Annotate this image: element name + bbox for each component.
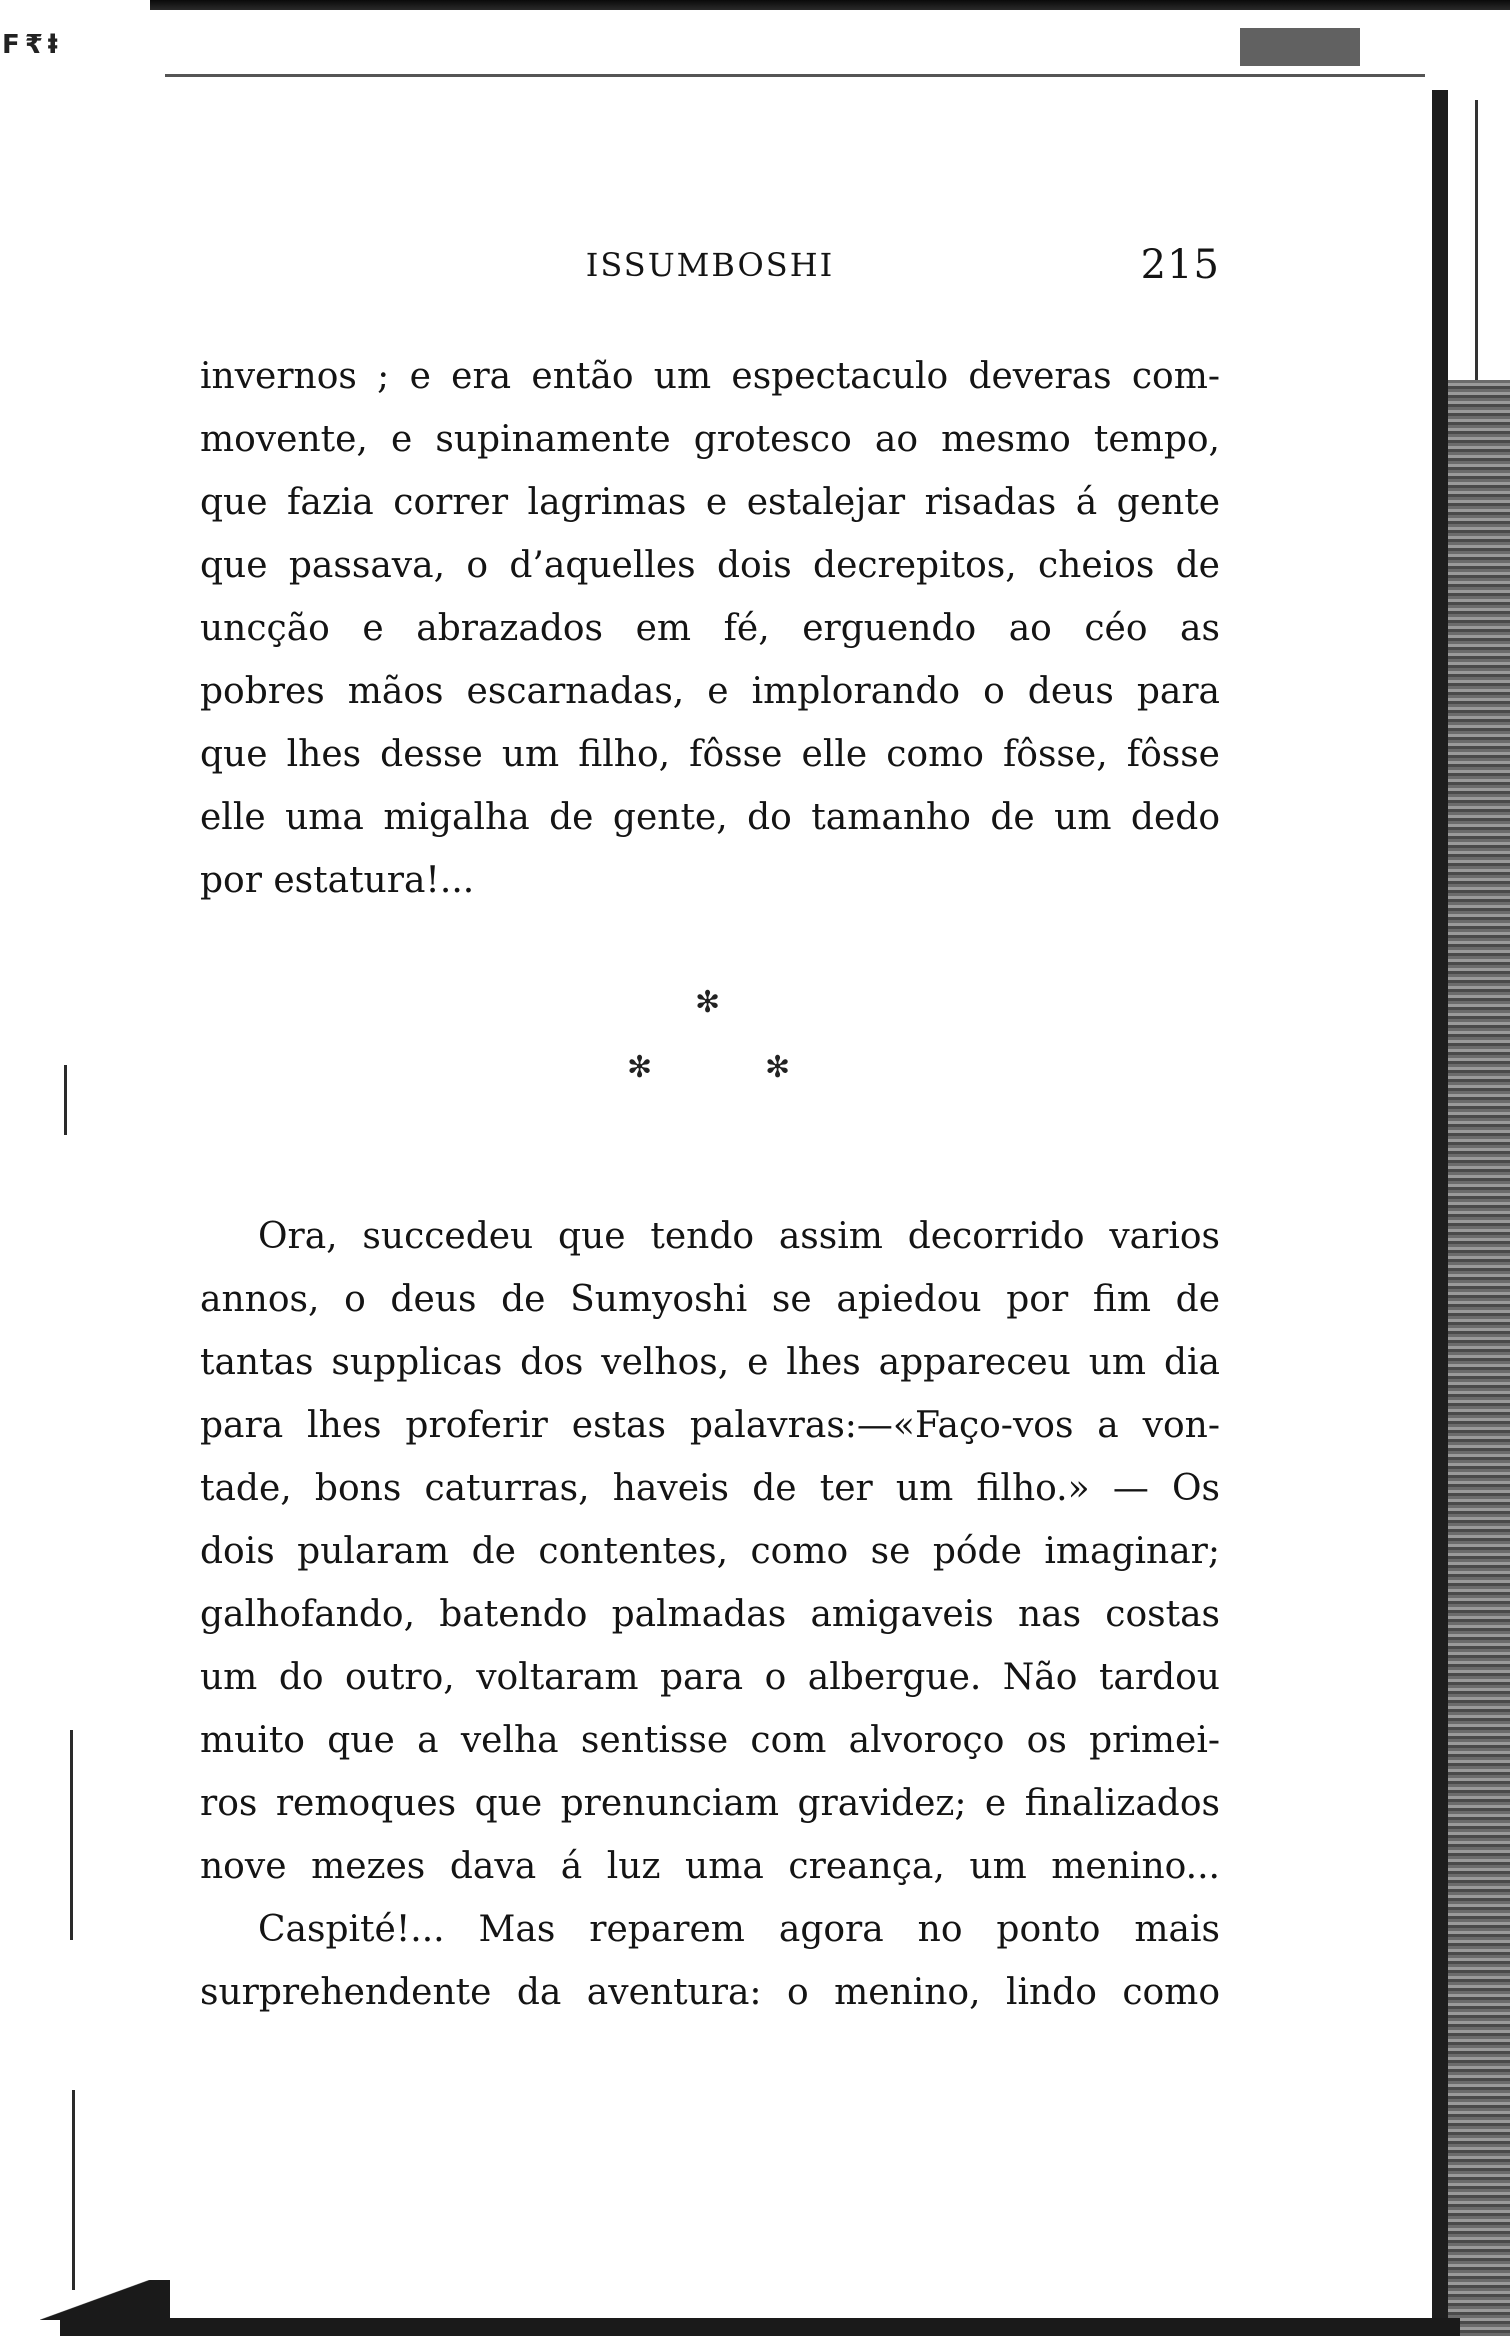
scan-line-right: [1475, 100, 1478, 380]
corner-mark: F ₹ ⱡ: [2, 30, 56, 60]
asterism-star-icon: ✻: [695, 985, 721, 1020]
scan-mark-left: [70, 1730, 73, 1940]
text-line: Ora, succedeu que tendo assim decorrido varios: [258, 1216, 1220, 1257]
scan-rule-top: [165, 74, 1425, 77]
scan-band-right: [1448, 380, 1510, 2336]
scan-mark-left: [64, 1065, 67, 1135]
running-title: ISSUMBOSHI: [585, 246, 835, 284]
text-line: para lhes proferir estas palavras:—«Faço-vos a von-: [200, 1405, 1220, 1446]
text-line: nove mezes dava á luz uma creança, um menino...: [200, 1846, 1220, 1887]
scan-edge-right: [1432, 90, 1448, 2336]
running-head: [200, 240, 1220, 290]
text-line: invernos ; e era então um espectaculo deveras com-: [200, 356, 1220, 397]
text-line: pobres mãos escarnadas, e implorando o deus para: [200, 671, 1220, 712]
text-line: por estatura!...: [200, 860, 475, 901]
page-number: 215: [1140, 242, 1220, 288]
text-line: dois pularam de contentes, como se póde imaginar;: [200, 1531, 1220, 1572]
text-line: uncção e abrazados em fé, erguendo ao céo as: [200, 608, 1220, 649]
text-line: que lhes desse um filho, fôsse elle como fôsse, fôsse: [200, 734, 1220, 775]
text-line: muito que a velha sentisse com alvoroço os primei-: [200, 1720, 1220, 1761]
text-line: elle uma migalha de gente, do tamanho de um dedo: [200, 797, 1220, 838]
asterism-star-icon: ✻: [765, 1050, 791, 1085]
text-line: annos, o deus de Sumyoshi se apiedou por fim de: [200, 1279, 1220, 1320]
paragraph-1: [200, 345, 1220, 912]
scan-edge-top: [150, 0, 1510, 10]
text-line: tade, bons caturras, haveis de ter um filho.» — Os: [200, 1468, 1220, 1509]
text-line: um do outro, voltaram para o albergue. Não tardou: [200, 1657, 1220, 1698]
asterism-star-icon: ✻: [627, 1050, 653, 1085]
text-line: surprehendente da aventura: o menino, lindo como: [200, 1972, 1220, 2013]
text-line: que passava, o d’aquelles dois decrepitos, cheios de: [200, 545, 1220, 586]
text-line: movente, e supinamente grotesco ao mesmo tempo,: [200, 419, 1220, 460]
text-line: galhofando, batendo palmadas amigaveis nas costas: [200, 1594, 1220, 1635]
text-line: que fazia correr lagrimas e estalejar risadas á gente: [200, 482, 1220, 523]
asterism-ornament: [200, 985, 1220, 1105]
scan-edge-bottom: [60, 2318, 1460, 2336]
scan-mark-left: [72, 2090, 75, 2290]
text-line: ros remoques que prenunciam gravidez; e finalizados: [200, 1783, 1220, 1824]
text-line: Caspité!... Mas reparem agora no ponto mais: [258, 1909, 1220, 1950]
text-line: tantas supplicas dos velhos, e lhes appareceu um dia: [200, 1342, 1220, 1383]
scan-wedge-bottom: [40, 2280, 170, 2320]
scan-blot-top: [1240, 28, 1360, 66]
paragraph-2: [200, 1205, 1220, 2024]
